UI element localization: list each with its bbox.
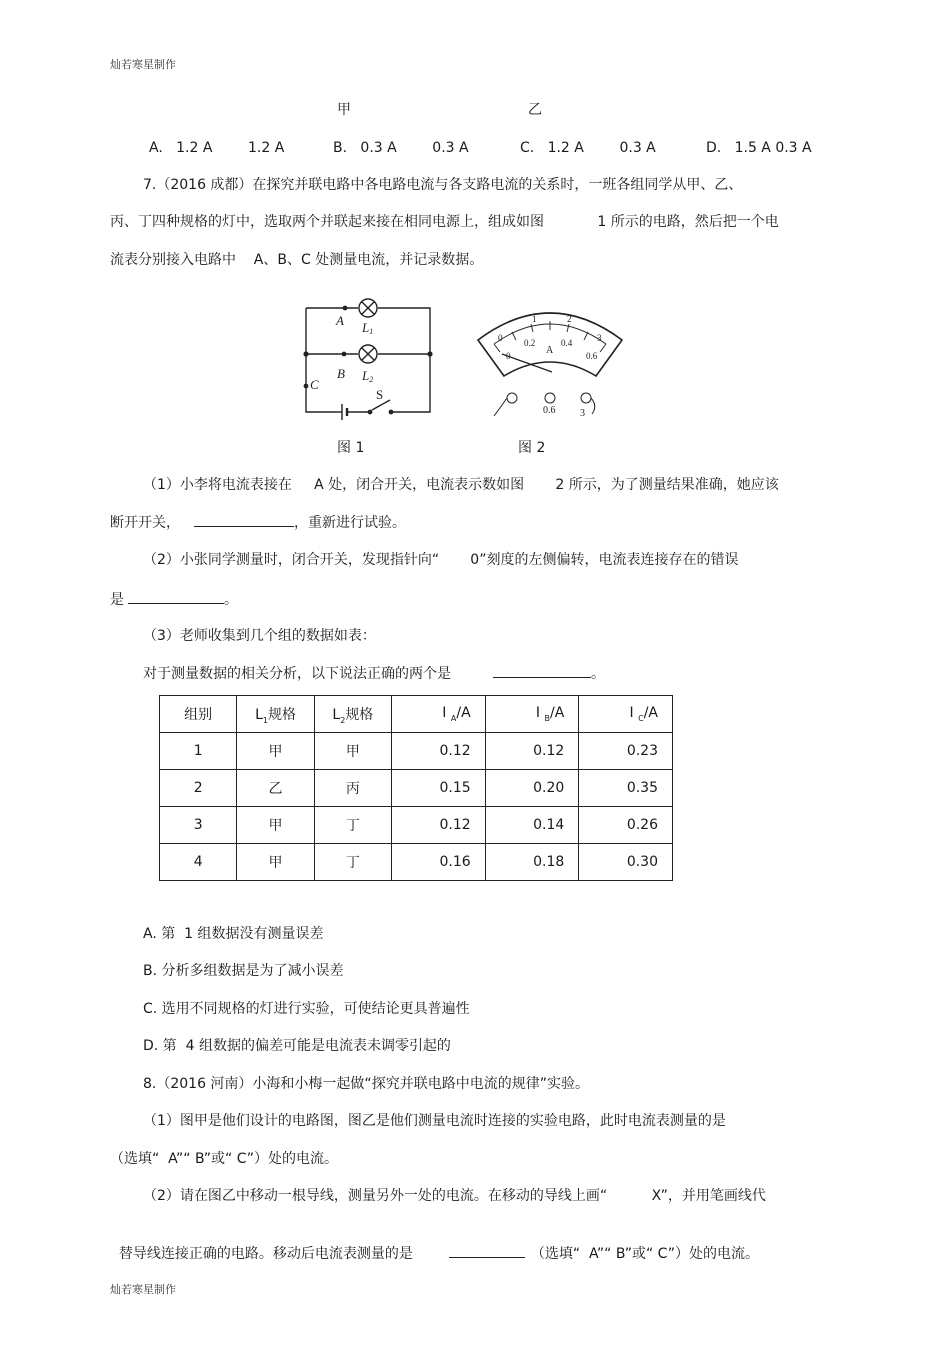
q8-part2-line-2 — [110, 1223, 759, 1264]
q7-part3-text-a: 对于测量数据的相关分析，以下说法正确的两个是 — [143, 666, 451, 682]
q7-option-b: B. 分析多组数据是为了减小误差 — [143, 963, 344, 979]
table-cell-ic: 0.23 — [579, 733, 673, 770]
table-cell-l1: 甲 — [237, 844, 314, 881]
table-cell-l1: 甲 — [237, 807, 314, 844]
q7-data-table — [159, 695, 673, 881]
q7-part2-text-a: 是 — [110, 592, 124, 608]
fig2-tick-top-1: 1 — [532, 314, 537, 324]
table-cell-ib: 0.12 — [485, 733, 579, 770]
table-header-ia: I $_A$/A — [392, 696, 486, 733]
q7-part2-answer-blank[interactable] — [128, 589, 224, 604]
q7-part1-text-b: ，重新进行试验。 — [294, 515, 406, 531]
q7-part1-line-1: （1）小李将电流表接在 A 处，闭合开关，电流表示数如图 2 所示，为了测量结果准确，她应该 — [143, 477, 779, 493]
table-cell-l2: 丁 — [314, 844, 391, 881]
table-cell-ic: 0.30 — [579, 844, 673, 881]
fig2-tick-bottom-04: 0.4 — [561, 338, 573, 348]
q8-stem: 8.（2016 河南）小海和小梅一起做“探究并联电路中电流的规律”实验。 — [143, 1076, 589, 1092]
table-header-row — [160, 696, 673, 733]
q7-option-a: A. 第 1 组数据没有测量误差 — [143, 926, 324, 942]
table-row — [160, 807, 673, 844]
figure-2-caption: 图 2 — [518, 440, 546, 456]
q7-part3-line-1: （3）老师收集到几个组的数据如表： — [143, 628, 376, 644]
fig2-tick-top-2: 2 — [567, 314, 572, 324]
q8-part2-line-1: （2）请在图乙中移动一根导线，测量另外一处的电流。在移动的导线上画“ X”，并用笔画线代 — [143, 1188, 766, 1204]
table-cell-l2: 丙 — [314, 770, 391, 807]
fig2-tick-bottom-06: 0.6 — [586, 351, 598, 361]
table-cell-l2: 甲 — [314, 733, 391, 770]
table-cell-ib: 0.20 — [485, 770, 579, 807]
table-cell-group: 4 — [160, 844, 237, 881]
figure-1-caption: 图 1 — [337, 440, 365, 456]
fig2-tick-bottom-0: 0 — [506, 351, 511, 361]
table-cell-ic: 0.26 — [579, 807, 673, 844]
prev-option-a: A. 1.2 A 1.2 A — [149, 140, 285, 156]
fig2-tick-top-0: 0 — [498, 333, 503, 343]
q8-part2-text-b: （选填“ A”“ B”或“ C”）处的电流。 — [530, 1246, 759, 1262]
table-cell-group: 2 — [160, 770, 237, 807]
figure-label-jia: 甲 — [337, 102, 351, 118]
table-cell-ia: 0.12 — [392, 733, 486, 770]
q7-option-d: D. 第 4 组数据的偏差可能是电流表未调零引起的 — [143, 1038, 451, 1054]
table-cell-group: 1 — [160, 733, 237, 770]
table-cell-ic: 0.35 — [579, 770, 673, 807]
q7-option-c: C. 选用不同规格的灯进行实验，可使结论更具普遍性 — [143, 1001, 470, 1017]
q7-part3-line-2 — [143, 663, 605, 684]
table-cell-ia: 0.12 — [392, 807, 486, 844]
table-cell-l2: 丁 — [314, 807, 391, 844]
table-cell-ib: 0.18 — [485, 844, 579, 881]
table-header-ic: I $_C$/A — [579, 696, 673, 733]
q7-part2-text-b: 。 — [224, 592, 238, 608]
page-footer-text: 灿若寒星制作 — [110, 1283, 176, 1296]
table-cell-ib: 0.14 — [485, 807, 579, 844]
fig2-tick-top-3: 3 — [597, 333, 602, 343]
fig2-terminal-3-label: 3 — [580, 408, 585, 419]
q7-part1-text-a: 断开开关， — [110, 515, 180, 531]
q7-part3-answer-blank[interactable] — [493, 663, 591, 678]
table-header-l1: $L_1$规格 — [237, 696, 314, 733]
page-header-text: 灿若寒星制作 — [110, 58, 176, 71]
table-header-ib: I $_B$/A — [485, 696, 579, 733]
figure-label-yi: 乙 — [528, 102, 542, 118]
table-cell-ia: 0.15 — [392, 770, 486, 807]
q8-part1-line-1: （1）图甲是他们设计的电路图，图乙是他们测量电流时连接的实验电路，此时电流表测量的是 — [143, 1113, 726, 1129]
fig1-label-a: A — [336, 313, 344, 328]
q7-part2-line-2 — [110, 589, 238, 610]
figure-1-circuit-diagram — [296, 296, 438, 420]
q7-part1-line-2 — [110, 512, 406, 533]
table-header-l2: $L_2$规格 — [314, 696, 391, 733]
table-cell-ia: 0.16 — [392, 844, 486, 881]
table-row — [160, 844, 673, 881]
fig2-unit-label: A — [546, 345, 554, 356]
q7-stem-line-1: 7.（2016 成都）在探究并联电路中各电路电流与各支路电流的关系时，一班各组同学从甲、乙、 — [143, 177, 743, 193]
table-cell-group: 3 — [160, 807, 237, 844]
fig1-label-b: B — [337, 366, 345, 381]
q7-stem-line-2: 丙、丁四种规格的灯中，选取两个并联起来接在相同电源上，组成如图 1 所示的电路，然后把一个电 — [110, 214, 779, 230]
table-row — [160, 770, 673, 807]
fig1-label-l1: L1 — [362, 320, 374, 336]
q7-part3-text-b: 。 — [591, 666, 605, 682]
q8-part1-line-2: （选填“ A”“ B”或“ C”）处的电流。 — [110, 1151, 339, 1167]
fig1-label-c: C — [310, 377, 319, 392]
fig2-tick-bottom-02: 0.2 — [524, 338, 536, 348]
fig2-terminal-06-label: 0.6 — [543, 405, 556, 416]
q8-part2-text-a: 替导线连接正确的电路。移动后电流表测量的是 — [118, 1246, 413, 1262]
table-row — [160, 733, 673, 770]
q8-part2-answer-blank[interactable] — [449, 1243, 525, 1258]
prev-option-c: C. 1.2 A 0.3 A — [520, 140, 656, 156]
table-header-group: 组别 — [160, 696, 237, 733]
fig1-label-l2: L2 — [362, 368, 374, 384]
q7-part2-line-1: （2）小张同学测量时，闭合开关，发现指针向“ 0”刻度的左侧偏转，电流表连接存在的错误 — [143, 552, 739, 568]
figure-2-ammeter — [470, 296, 630, 426]
table-cell-l1: 甲 — [237, 733, 314, 770]
q7-stem-line-3: 流表分别接入电路中 A、B、C 处测量电流，并记录数据。 — [110, 252, 484, 268]
prev-option-b: B. 0.3 A 0.3 A — [333, 140, 469, 156]
prev-option-d: D. 1.5 A 0.3 A — [706, 140, 812, 156]
fig1-label-s: S — [376, 387, 384, 402]
table-cell-l1: 乙 — [237, 770, 314, 807]
q7-part1-answer-blank[interactable] — [194, 512, 294, 527]
